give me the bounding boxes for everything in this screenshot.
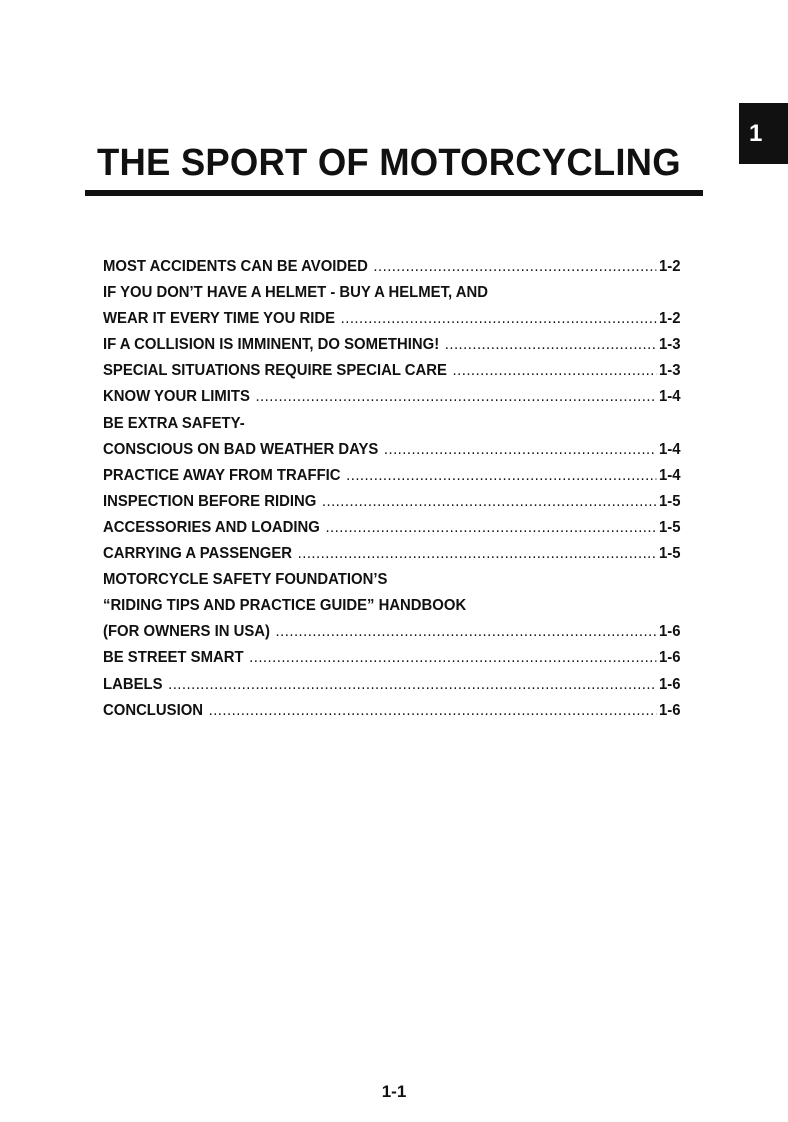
toc-entry-title: WEAR IT EVERY TIME YOU RIDE xyxy=(103,310,336,328)
toc-dot-leader xyxy=(276,623,657,641)
toc-entry-page: 1-3 xyxy=(659,336,681,354)
toc-dot-leader xyxy=(249,649,656,667)
toc-dot-leader xyxy=(346,467,656,485)
toc-entry-title: “RIDING TIPS AND PRACTICE GUIDE” HANDBOOK xyxy=(103,597,467,615)
toc-entry[interactable] xyxy=(103,493,681,519)
table-of-contents xyxy=(103,258,681,728)
toc-entry-page: 1-6 xyxy=(659,675,681,693)
toc-entry-page: 1-4 xyxy=(659,388,681,406)
toc-entry[interactable] xyxy=(103,336,681,362)
toc-dot-leader xyxy=(325,519,656,537)
toc-entry[interactable] xyxy=(103,649,681,675)
toc-entry-title: (FOR OWNERS IN USA) xyxy=(103,623,270,641)
toc-entry-title: CONCLUSION xyxy=(103,701,204,719)
toc-entry[interactable] xyxy=(103,545,681,571)
toc-entry-page: 1-4 xyxy=(659,440,681,458)
toc-dot-leader xyxy=(453,362,657,380)
toc-entry[interactable] xyxy=(103,441,681,467)
toc-entry-title: INSPECTION BEFORE RIDING xyxy=(103,492,317,510)
toc-entry xyxy=(103,415,681,441)
toc-entry-title: MOTORCYCLE SAFETY FOUNDATION’S xyxy=(103,571,388,589)
toc-entry-page: 1-3 xyxy=(659,362,681,380)
toc-entry-title: BE EXTRA SAFETY- xyxy=(103,414,245,432)
toc-dot-leader xyxy=(255,388,656,406)
toc-entry-title: IF A COLLISION IS IMMINENT, DO SOMETHING! xyxy=(103,336,440,354)
toc-entry[interactable] xyxy=(103,258,681,284)
toc-entry-title: CONSCIOUS ON BAD WEATHER DAYS xyxy=(103,440,379,458)
toc-entry[interactable] xyxy=(103,362,681,388)
toc-dot-leader xyxy=(341,310,657,328)
toc-entry[interactable] xyxy=(103,519,681,545)
toc-entry-page: 1-6 xyxy=(659,649,681,667)
toc-entry-title: MOST ACCIDENTS CAN BE AVOIDED xyxy=(103,258,368,275)
chapter-tab: 1 xyxy=(739,103,788,164)
toc-dot-leader xyxy=(322,493,656,511)
toc-dot-leader xyxy=(298,545,657,563)
toc-dot-leader xyxy=(209,702,657,720)
toc-entry xyxy=(103,597,681,623)
toc-dot-leader xyxy=(373,258,656,276)
toc-entry-title: LABELS xyxy=(103,675,163,693)
toc-entry-page: 1-6 xyxy=(659,701,681,719)
toc-entry[interactable] xyxy=(103,310,681,336)
toc-entry xyxy=(103,284,681,310)
toc-entry-page: 1-5 xyxy=(659,492,681,510)
toc-entry-page: 1-4 xyxy=(659,466,681,484)
toc-entry[interactable] xyxy=(103,388,681,414)
toc-entry-page: 1-5 xyxy=(659,518,681,536)
toc-entry-title: BE STREET SMART xyxy=(103,649,244,667)
toc-entry-page: 1-2 xyxy=(659,310,681,328)
toc-entry-title: IF YOU DON’T HAVE A HELMET - BUY A HELMET, AND xyxy=(103,284,488,302)
toc-entry-title: CARRYING A PASSENGER xyxy=(103,545,293,563)
toc-entry-title: KNOW YOUR LIMITS xyxy=(103,388,250,406)
toc-entry[interactable] xyxy=(103,676,681,702)
toc-dot-leader xyxy=(168,676,656,694)
toc-entry-page: 1-6 xyxy=(659,623,681,641)
toc-entry[interactable] xyxy=(103,702,681,728)
toc-entry-page: 1-5 xyxy=(659,545,681,563)
toc-entry xyxy=(103,571,681,597)
toc-entry-title: SPECIAL SITUATIONS REQUIRE SPECIAL CARE xyxy=(103,362,447,380)
toc-entry-title: PRACTICE AWAY FROM TRAFFIC xyxy=(103,466,341,484)
toc-entry[interactable] xyxy=(103,467,681,493)
page-title: THE SPORT OF MOTORCYCLING xyxy=(97,142,681,184)
page-number: 1-1 xyxy=(381,1082,407,1101)
toc-dot-leader xyxy=(384,441,656,459)
toc-entry[interactable] xyxy=(103,623,681,649)
toc-entry-page: 1-2 xyxy=(659,258,681,275)
toc-dot-leader xyxy=(445,336,656,354)
toc-entry-title: ACCESSORIES AND LOADING xyxy=(103,518,320,536)
title-rule xyxy=(85,190,703,196)
